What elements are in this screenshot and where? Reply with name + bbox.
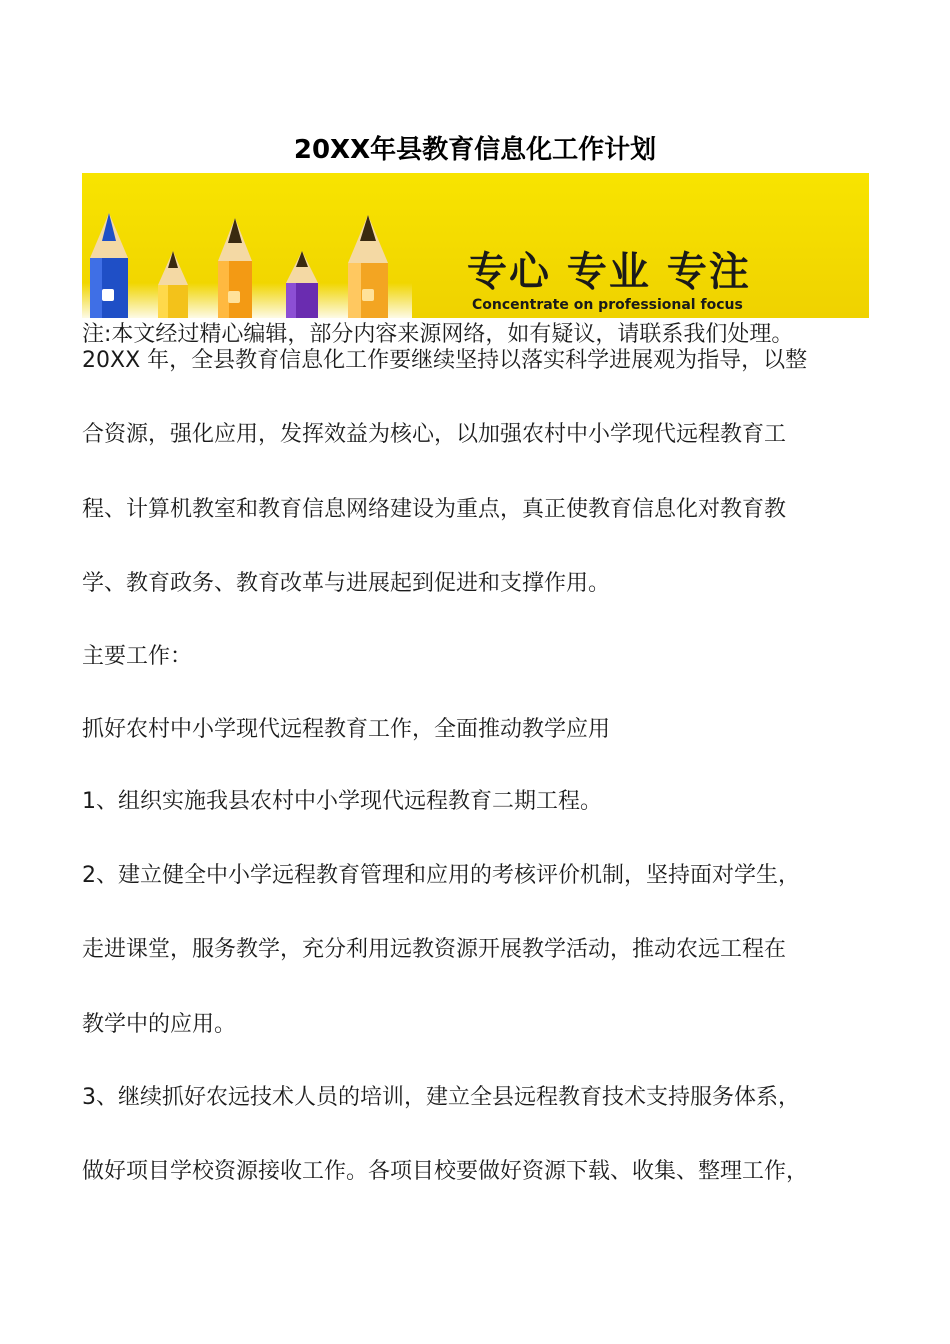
list-item: 3、继续抓好农远技术人员的培训，建立全县远程教育技术支持服务体系，: [82, 1085, 800, 1110]
banner-slogan: 专心 专业 专注: [467, 249, 751, 295]
list-item-continuation: 走进课堂，服务教学，充分利用远教资源开展教学活动，推动农远工程在: [82, 937, 787, 962]
list-item-continuation: 做好项目学校资源接收工作。各项目校要做好资源下载、收集、整理工作，: [82, 1159, 809, 1184]
paragraph-line: 20XX 年，全县教育信息化工作要继续坚持以落实科学进展观为指导，以整: [82, 348, 808, 373]
banner-image: [82, 173, 869, 318]
paragraph-line: 合资源，强化应用，发挥效益为核心，以加强农村中小学现代远程教育工: [82, 422, 787, 447]
list-item: 1、组织实施我县农村中小学现代远程教育二期工程。: [82, 789, 602, 814]
editor-note: 注:本文经过精心编辑，部分内容来源网络，如有疑议，请联系我们处理。: [82, 322, 794, 347]
paragraph-line: 程、计算机教室和教育信息网络建设为重点，真正使教育信息化对教育教: [82, 497, 787, 522]
list-item-continuation: 教学中的应用。: [82, 1012, 237, 1037]
document-title: 20XX年县教育信息化工作计划: [293, 135, 657, 165]
banner-subtitle: Concentrate on professional focus: [472, 297, 743, 313]
paragraph-line: 学、教育政务、教育改革与进展起到促进和支撑作用。: [82, 571, 611, 596]
list-item: 2、建立健全中小学远程教育管理和应用的考核评价机制，坚持面对学生，: [82, 863, 800, 888]
section-heading: 主要工作：: [82, 644, 193, 669]
subsection-heading: 抓好农村中小学现代远程教育工作，全面推动教学应用: [82, 717, 611, 742]
